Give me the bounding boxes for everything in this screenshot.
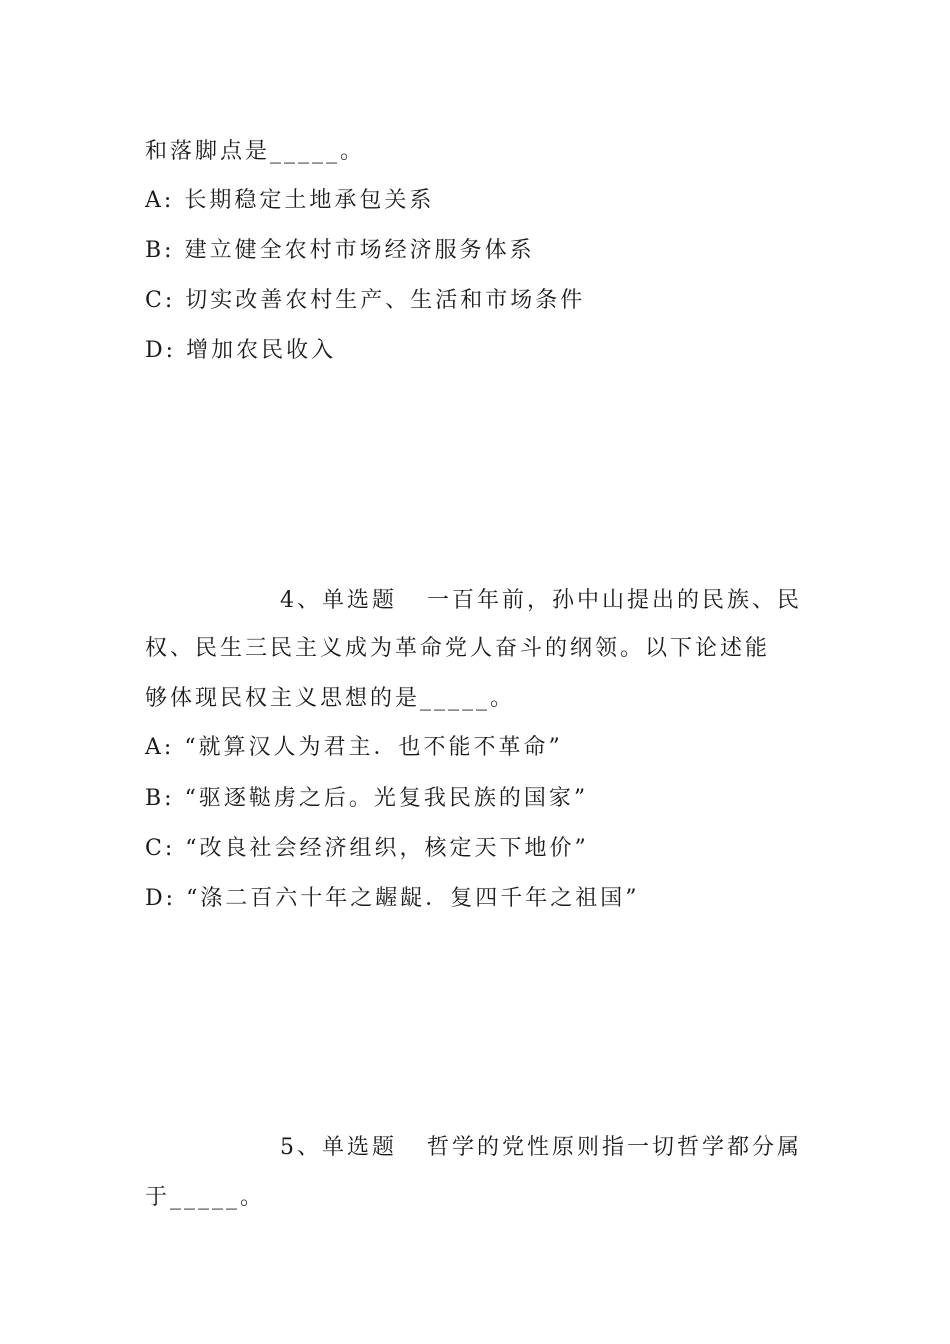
q4-header — [280, 586, 802, 616]
option-label: B: — [145, 238, 175, 263]
option-label: B: — [145, 786, 175, 811]
option-text: “驱逐鞑虏之后。光复我民族的国家” — [184, 786, 589, 811]
option-label: A: — [145, 735, 175, 760]
q3-option-b — [145, 236, 535, 266]
question-type: 单选题 — [322, 1135, 398, 1160]
option-label: D: — [145, 886, 177, 911]
q4-option-c — [145, 834, 589, 864]
q3-option-a — [145, 186, 434, 216]
option-label: A: — [145, 188, 175, 213]
q4-option-a — [145, 733, 563, 763]
option-text: 长期稳定土地承包关系 — [184, 188, 435, 213]
option-text: “改良社会经济组织，核定天下地价” — [185, 836, 589, 861]
option-text: 建立健全农村市场经济服务体系 — [184, 238, 535, 263]
option-text: 增加农民收入 — [186, 338, 337, 363]
question-number: 4、 — [280, 588, 322, 613]
option-label: C: — [145, 836, 176, 861]
q5-stem-line2: 于_____。 — [145, 1185, 266, 1210]
q4-option-b — [145, 784, 588, 814]
q4-stem-line2: 权、民生三民主义成为革命党人奋斗的纲领。以下论述能 — [145, 636, 771, 661]
q5-header — [280, 1133, 802, 1163]
question-stem: 哲学的党性原则指一切哲学都分属 — [427, 1135, 803, 1160]
question-type: 单选题 — [322, 588, 398, 613]
q3-option-d — [145, 336, 336, 366]
option-label: D: — [145, 338, 177, 363]
q3-stem-tail: 和落脚点是_____。 — [145, 139, 366, 164]
q3-option-c — [145, 286, 585, 316]
option-text: 切实改善农村生产、生活和市场条件 — [185, 288, 586, 313]
option-text: “就算汉人为君主．也不能不革命” — [184, 735, 563, 760]
option-text: “涤二百六十年之龌龊．复四千年之祖国” — [186, 886, 640, 911]
question-number: 5、 — [280, 1135, 322, 1160]
q4-stem-line3: 够体现民权主义思想的是_____。 — [145, 686, 516, 711]
question-stem: 一百年前，孙中山提出的民族、民 — [427, 588, 803, 613]
option-label: C: — [145, 288, 176, 313]
q4-option-d — [145, 884, 640, 914]
